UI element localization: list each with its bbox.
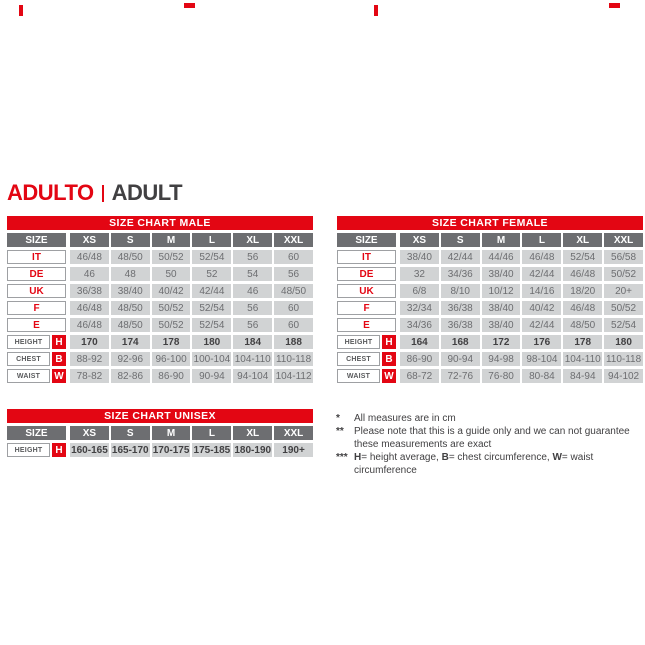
size-value-cell: 48	[111, 267, 150, 281]
measure-value-cell: 94-102	[604, 369, 643, 383]
size-row-f	[337, 301, 643, 315]
size-value-cell: 56	[233, 301, 272, 315]
size-value-cell: 34/36	[441, 267, 480, 281]
measure-value-cell: 80-84	[522, 369, 561, 383]
measure-badge-h: H	[382, 335, 396, 349]
size-value-cell: 48/50	[111, 301, 150, 315]
size-value-cell: 36/38	[70, 284, 109, 298]
size-value-cell: 48/50	[111, 250, 150, 264]
column-header-cells	[400, 233, 643, 247]
measure-value-cell: 165-170	[111, 444, 149, 456]
column-header-row	[337, 233, 643, 247]
size-value-cell: 50/52	[152, 301, 191, 315]
column-header-xxl: XXL	[604, 233, 643, 247]
measure-value-cell: 92-96	[111, 352, 150, 366]
column-header-m: M	[482, 233, 521, 247]
measure-label	[337, 335, 396, 349]
size-row-label: DE	[337, 267, 396, 281]
size-value-cell: 42/44	[441, 250, 480, 264]
size-value-cell: 46/48	[522, 250, 561, 264]
size-value-cell: 46/48	[70, 301, 109, 315]
footnote-text: Please note that this is a guide only and we can not guarantee these measurements are exact	[354, 426, 630, 450]
measure-row-cells	[70, 352, 313, 366]
size-value-cell: 52/54	[192, 318, 231, 332]
size-value-cell: 36/38	[441, 301, 480, 315]
size-value-cell: 32/34	[400, 301, 439, 315]
size-chart-female-table	[337, 216, 643, 383]
measure-row-height	[7, 443, 313, 457]
size-header-cell: SIZE	[7, 426, 66, 440]
size-row-cells	[70, 250, 313, 264]
size-value-cell: 40/42	[152, 284, 191, 298]
size-value-cell: 8/10	[441, 284, 480, 298]
size-header-cell: SIZE	[7, 233, 66, 247]
size-value-cell: 50	[152, 267, 191, 281]
measure-value-cell: 90-94	[441, 352, 480, 366]
measure-value-cell: 176	[522, 335, 561, 349]
size-value-cell: 42/44	[192, 284, 231, 298]
crop-mark	[19, 5, 23, 16]
measure-row-waist	[337, 369, 643, 383]
size-row-cells	[70, 318, 313, 332]
measure-value-cell: 88-92	[70, 352, 109, 366]
size-value-cell: 50/52	[604, 301, 643, 315]
column-header-xl: XL	[563, 233, 602, 247]
size-value-cell: 38/40	[111, 284, 150, 298]
crop-mark	[184, 3, 195, 8]
footnote-text: H= height average, B= chest circumference, W= waist circumference	[354, 452, 594, 476]
measure-value-cell: 170-175	[152, 444, 190, 456]
measure-badge-w: W	[52, 369, 66, 383]
column-header-xxl: XXL	[274, 426, 313, 440]
size-value-cell: 46/48	[563, 267, 602, 281]
size-value-cell: 10/12	[482, 284, 521, 298]
measure-value-cell: 104-112	[275, 370, 312, 382]
measure-name: HEIGHT	[7, 443, 50, 457]
measure-row-waist	[7, 369, 313, 383]
measure-row-cells	[70, 369, 313, 383]
table-title: SIZE CHART FEMALE	[337, 216, 643, 230]
footnote-marker: **	[336, 426, 344, 437]
size-row-f	[7, 301, 313, 315]
measure-value-cell: 82-86	[111, 369, 150, 383]
page-title-italian: ADULTO	[7, 180, 94, 205]
size-chart-unisex-table	[7, 409, 313, 457]
measure-value-cell: 76-80	[482, 369, 521, 383]
column-header-xs: XS	[70, 426, 109, 440]
size-value-cell: 38/40	[482, 301, 521, 315]
size-row-cells	[400, 267, 643, 281]
table-title: SIZE CHART MALE	[7, 216, 313, 230]
size-value-cell: 6/8	[400, 284, 439, 298]
size-value-cell: 46	[233, 284, 272, 298]
size-value-cell: 38/40	[482, 318, 521, 332]
measure-value-cell: 164	[400, 335, 439, 349]
size-value-cell: 56	[233, 250, 272, 264]
measure-value-cell: 104-110	[234, 353, 271, 365]
measure-value-cell: 180	[192, 335, 231, 349]
size-chart-male-table	[7, 216, 313, 383]
size-value-cell: 54	[233, 267, 272, 281]
size-value-cell: 46	[70, 267, 109, 281]
size-row-cells	[70, 284, 313, 298]
size-value-cell: 34/36	[400, 318, 439, 332]
size-value-cell: 50/52	[152, 250, 191, 264]
measure-label	[7, 352, 66, 366]
size-value-cell: 42/44	[522, 318, 561, 332]
measure-value-cell: 178	[152, 335, 191, 349]
size-row-uk	[7, 284, 313, 298]
measure-value-cell: 178	[563, 335, 602, 349]
measure-value-cell: 180	[604, 335, 643, 349]
size-value-cell: 52/54	[604, 318, 643, 332]
column-header-m: M	[152, 233, 191, 247]
measure-value-cell: 100-104	[193, 353, 231, 365]
size-value-cell: 46/48	[70, 250, 109, 264]
column-header-m: M	[152, 426, 191, 440]
column-header-cells	[70, 426, 313, 440]
measure-badge-w: W	[382, 369, 396, 383]
measure-value-cell: 174	[111, 335, 150, 349]
measure-value-cell: 180-190	[234, 444, 272, 456]
measure-value-cell: 104-110	[564, 353, 601, 365]
measure-value-cell: 94-98	[482, 352, 521, 366]
measure-value-cell: 172	[482, 335, 521, 349]
size-value-cell: 36/38	[441, 318, 480, 332]
size-value-cell: 52/54	[192, 301, 231, 315]
size-value-cell: 56	[233, 318, 272, 332]
measure-name: CHEST	[7, 352, 50, 366]
measure-value-cell: 160-165	[71, 444, 108, 456]
measure-label	[337, 369, 396, 383]
size-value-cell: 48/50	[111, 318, 150, 332]
size-value-cell: 50/52	[152, 318, 191, 332]
footnotes	[336, 412, 638, 477]
size-row-label: IT	[337, 250, 396, 264]
measure-value-cell: 86-90	[400, 352, 439, 366]
size-value-cell: 50/52	[604, 267, 643, 281]
measure-badge-b: B	[52, 352, 66, 366]
title-separator	[102, 185, 104, 202]
measure-value-cell: 78-82	[70, 369, 109, 383]
measure-row-cells	[70, 443, 313, 457]
size-value-cell: 38/40	[482, 267, 521, 281]
size-row-e	[7, 318, 313, 332]
size-row-cells	[400, 250, 643, 264]
measure-name: HEIGHT	[337, 335, 380, 349]
measure-badge-b: B	[382, 352, 396, 366]
size-row-uk	[337, 284, 643, 298]
size-row-label: UK	[337, 284, 396, 298]
measure-label	[7, 369, 66, 383]
measure-row-cells	[400, 352, 643, 366]
size-value-cell: 38/40	[400, 250, 439, 264]
size-value-cell: 60	[274, 318, 313, 332]
size-value-cell: 14/16	[522, 284, 561, 298]
measure-value-cell: 190+	[274, 443, 313, 457]
size-value-cell: 56/58	[604, 250, 643, 264]
measure-label	[337, 352, 396, 366]
page-title-english: ADULT	[111, 180, 183, 205]
column-header-s: S	[111, 426, 150, 440]
size-row-label: F	[7, 301, 66, 315]
size-value-cell: 40/42	[522, 301, 561, 315]
column-header-xs: XS	[70, 233, 109, 247]
size-row-label: IT	[7, 250, 66, 264]
size-value-cell: 60	[274, 250, 313, 264]
measure-name: HEIGHT	[7, 335, 50, 349]
measure-value-cell: 110-118	[275, 353, 312, 365]
page-title	[7, 180, 182, 206]
measure-name: CHEST	[337, 352, 380, 366]
size-row-cells	[70, 267, 313, 281]
size-value-cell: 56	[274, 267, 313, 281]
measure-value-cell: 96-100	[152, 352, 191, 366]
column-header-row	[7, 233, 313, 247]
size-row-label: F	[337, 301, 396, 315]
size-value-cell: 20+	[604, 284, 643, 298]
size-row-de	[7, 267, 313, 281]
measure-value-cell: 170	[70, 335, 109, 349]
size-row-label: E	[7, 318, 66, 332]
column-header-l: L	[522, 233, 561, 247]
measure-value-cell: 86-90	[152, 369, 191, 383]
column-header-l: L	[192, 426, 231, 440]
measure-row-height	[337, 335, 643, 349]
measure-value-cell: 72-76	[441, 369, 480, 383]
footnote-text: All measures are in cm	[354, 413, 456, 424]
footnote-marker: *	[336, 413, 340, 424]
measure-value-cell: 188	[274, 335, 313, 349]
column-header-cells	[70, 233, 313, 247]
size-value-cell: 42/44	[522, 267, 561, 281]
column-header-l: L	[192, 233, 231, 247]
measure-row-cells	[400, 369, 643, 383]
footnote-line	[336, 451, 638, 477]
size-value-cell: 46/48	[70, 318, 109, 332]
size-row-cells	[70, 301, 313, 315]
crop-mark	[609, 3, 620, 8]
measure-value-cell: 94-104	[233, 369, 272, 383]
crop-mark	[374, 5, 378, 16]
size-value-cell: 32	[400, 267, 439, 281]
size-value-cell: 60	[274, 301, 313, 315]
measure-value-cell: 184	[233, 335, 272, 349]
footnote-line	[336, 425, 638, 451]
size-row-cells	[400, 284, 643, 298]
measure-badge-h: H	[52, 443, 66, 457]
size-row-it	[7, 250, 313, 264]
size-row-label: DE	[7, 267, 66, 281]
measure-row-chest	[7, 352, 313, 366]
measure-name: WAIST	[7, 369, 50, 383]
measure-name: WAIST	[337, 369, 380, 383]
size-row-cells	[400, 318, 643, 332]
measure-value-cell: 110-118	[605, 353, 642, 365]
measure-row-height	[7, 335, 313, 349]
size-row-label: E	[337, 318, 396, 332]
size-row-cells	[400, 301, 643, 315]
measure-value-cell: 90-94	[192, 369, 231, 383]
measure-row-chest	[337, 352, 643, 366]
size-value-cell: 52/54	[563, 250, 602, 264]
footnote-line	[336, 412, 638, 425]
size-header-cell: SIZE	[337, 233, 396, 247]
measure-row-cells	[70, 335, 313, 349]
column-header-row	[7, 426, 313, 440]
column-header-xxl: XXL	[274, 233, 313, 247]
column-header-xl: XL	[233, 233, 272, 247]
size-value-cell: 48/50	[274, 284, 313, 298]
measure-badge-h: H	[52, 335, 66, 349]
column-header-s: S	[111, 233, 150, 247]
column-header-xl: XL	[233, 426, 272, 440]
table-title: SIZE CHART UNISEX	[7, 409, 313, 423]
size-value-cell: 18/20	[563, 284, 602, 298]
footnote-marker: ***	[336, 452, 348, 463]
size-value-cell: 52/54	[192, 250, 231, 264]
column-header-s: S	[441, 233, 480, 247]
size-row-de	[337, 267, 643, 281]
size-value-cell: 52	[192, 267, 231, 281]
measure-value-cell: 68-72	[400, 369, 439, 383]
measure-value-cell: 168	[441, 335, 480, 349]
column-header-xs: XS	[400, 233, 439, 247]
measure-value-cell: 98-104	[522, 352, 561, 366]
measure-value-cell: 175-185	[193, 444, 231, 456]
measure-label	[7, 443, 66, 457]
measure-row-cells	[400, 335, 643, 349]
size-row-it	[337, 250, 643, 264]
measure-value-cell: 84-94	[563, 369, 602, 383]
size-value-cell: 48/50	[563, 318, 602, 332]
size-row-label: UK	[7, 284, 66, 298]
measure-label	[7, 335, 66, 349]
size-value-cell: 44/46	[482, 250, 521, 264]
size-row-e	[337, 318, 643, 332]
size-value-cell: 46/48	[563, 301, 602, 315]
